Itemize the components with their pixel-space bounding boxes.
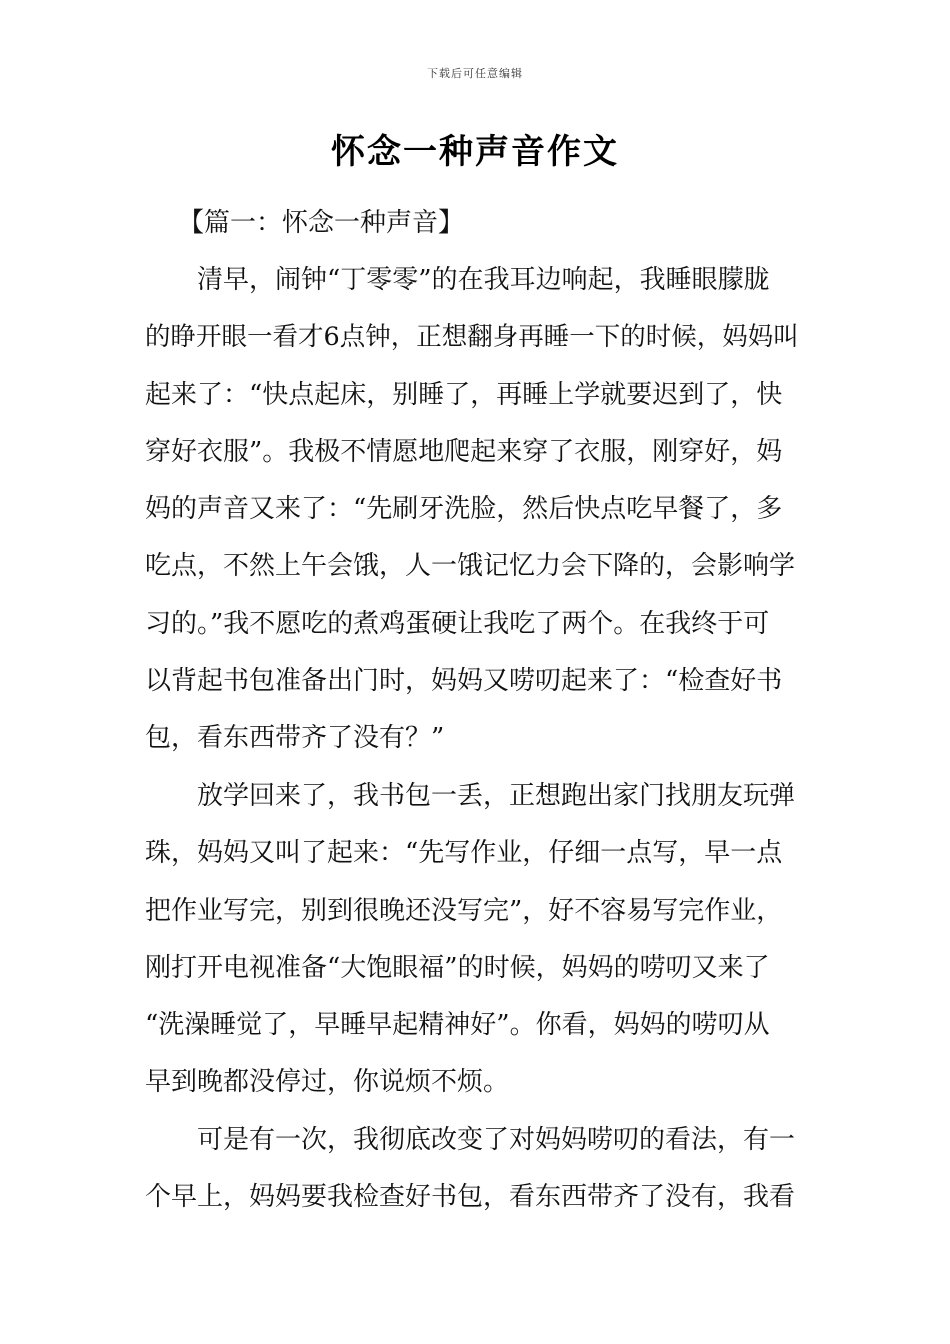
paragraph-line: 早到晚都没停过，你说烦不烦。 [145,1067,510,1098]
paragraph-line: 包，看东西带齐了没有？” [145,723,445,754]
paragraph-line: “洗澡睡觉了，早睡早起精神好”。你看，妈妈的唠叨从 [145,1010,770,1041]
paragraph-line: 刚打开电视准备“大饱眼福”的时候，妈妈的唠叨又来了 [145,952,770,983]
document-title: 怀念一种声音作文 [331,132,619,172]
paragraph-line: 习的。”我不愿吃的煮鸡蛋硬让我吃了两个。在我终于可 [145,608,770,639]
paragraph-line: 的睁开眼一看才6点钟，正想翻身再睡一下的时候，妈妈叫 [145,322,799,353]
paragraph-3 [145,1112,810,1227]
paragraph-line: 个早上，妈妈要我检查好书包，看东西带齐了没有，我看 [145,1182,796,1213]
section-heading: 【篇一：怀念一种声音】 [178,208,465,238]
paragraph-line: 妈的声音又来了：“先刷牙洗脸，然后快点吃早餐了，多 [145,494,783,525]
paragraph-line: 把作业写完，别到很晚还没写完”，好不容易写完作业， [145,895,783,926]
paragraph-2 [145,768,810,1112]
paragraph-line: 放学回来了，我书包一丢，正想跑出家门找朋友玩弹 [197,781,796,811]
paragraph-line: 珠，妈妈又叫了起来：“先写作业，仔细一点写，早一点 [145,838,783,869]
paragraph-line: 可是有一次，我彻底改变了对妈妈唠叨的看法，有一 [197,1125,796,1155]
paragraph-line: 起来了：“快点起床，别睡了，再睡上学就要迟到了，快 [145,379,783,410]
paragraph-line: 吃点，不然上午会饿，人一饿记忆力会下降的，会影响学 [145,551,796,582]
paragraph-line: 清早，闹钟“丁零零”的在我耳边响起，我睡眼朦胧 [197,265,770,295]
paragraph-line: 以背起书包准备出门时，妈妈又唠叨起来了：“检查好书 [145,666,783,697]
paragraph-1 [145,252,810,768]
header-note: 下载后可任意编辑 [427,67,523,80]
paragraph-line: 穿好衣服”。我极不情愿地爬起来穿了衣服，刚穿好，妈 [145,436,783,467]
